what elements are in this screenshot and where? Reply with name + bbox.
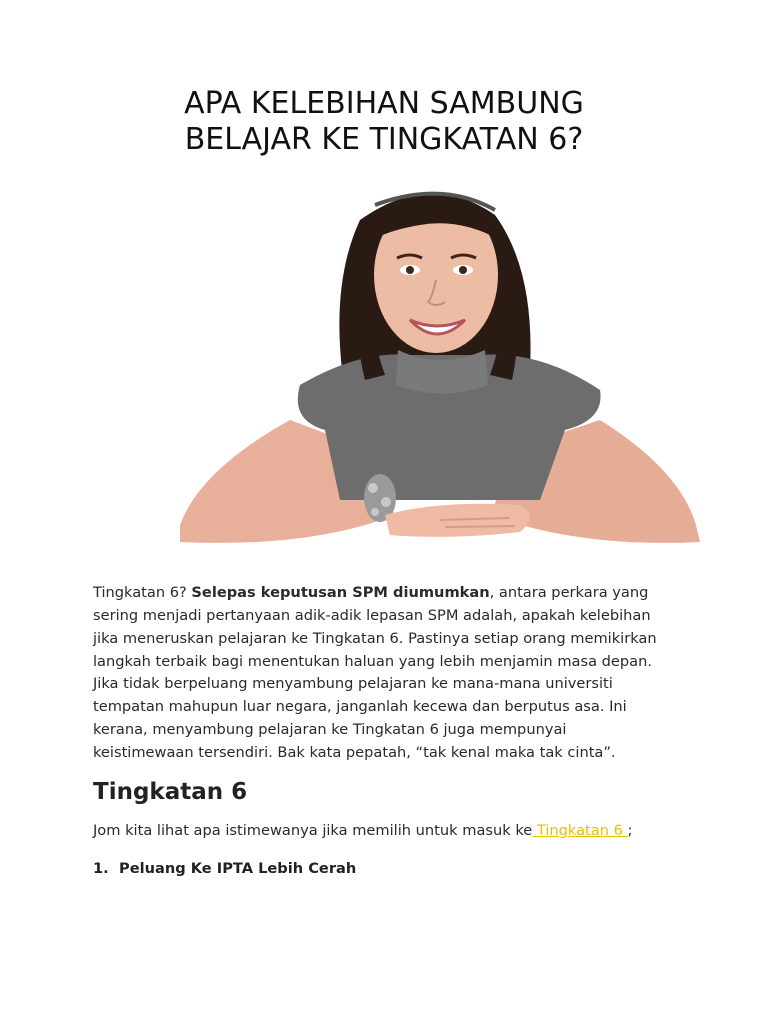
list-item-number: 1. [93,860,109,877]
intro-bold-text: Selepas keputusan SPM diumumkan [191,584,490,601]
page-title [100,86,668,158]
intro-line: keistimewaan tersendiri. Bak kata pepatah, “tak kenal maka tak cinta”. [93,743,616,761]
intro-text: Tingkatan 6? [93,584,192,601]
list-item-text: Peluang Ke IPTA Lebih Cerah [119,860,357,877]
intro-text: , antara perkara yang [489,584,649,601]
intro-paragraph [93,582,683,765]
tingkatan-6-link[interactable]: Tingkatan 6 [532,822,628,839]
intro-line: jika meneruskan pelajaran ke Tingkatan 6. Pastinya setiap orang memikirkan [93,629,657,647]
intro-line [93,582,683,605]
intro-line: sering menjadi pertanyaan adik-adik lepasan SPM adalah, apakah kelebihan [93,606,651,624]
page-title-line-1: APA KELEBIHAN SAMBUNG [184,86,584,121]
page-title-line-2: BELAJAR KE TINGKATAN 6? [184,122,584,157]
intro-line: Jika tidak berpeluang menyambung pelajaran ke mana-mana universiti [93,675,613,693]
section-paragraph-suffix: ; [627,822,633,839]
section-paragraph-text: Jom kita lihat apa istimewanya jika memilih untuk masuk ke [93,822,533,839]
smiling-student-photo [160,180,716,550]
section-heading: Tingkatan 6 [93,779,248,805]
intro-line: langkah terbaik bagi menentukan haluan yang lebih menjamin masa depan. [93,652,653,670]
list-item [93,858,356,880]
section-paragraph [93,820,632,842]
intro-line: tempatan mahupun luar negara, janganlah kecewa dan berputus asa. Ini [93,698,627,716]
intro-line: kerana, menyambung pelajaran ke Tingkatan 6 juga mempunyai [93,721,567,739]
